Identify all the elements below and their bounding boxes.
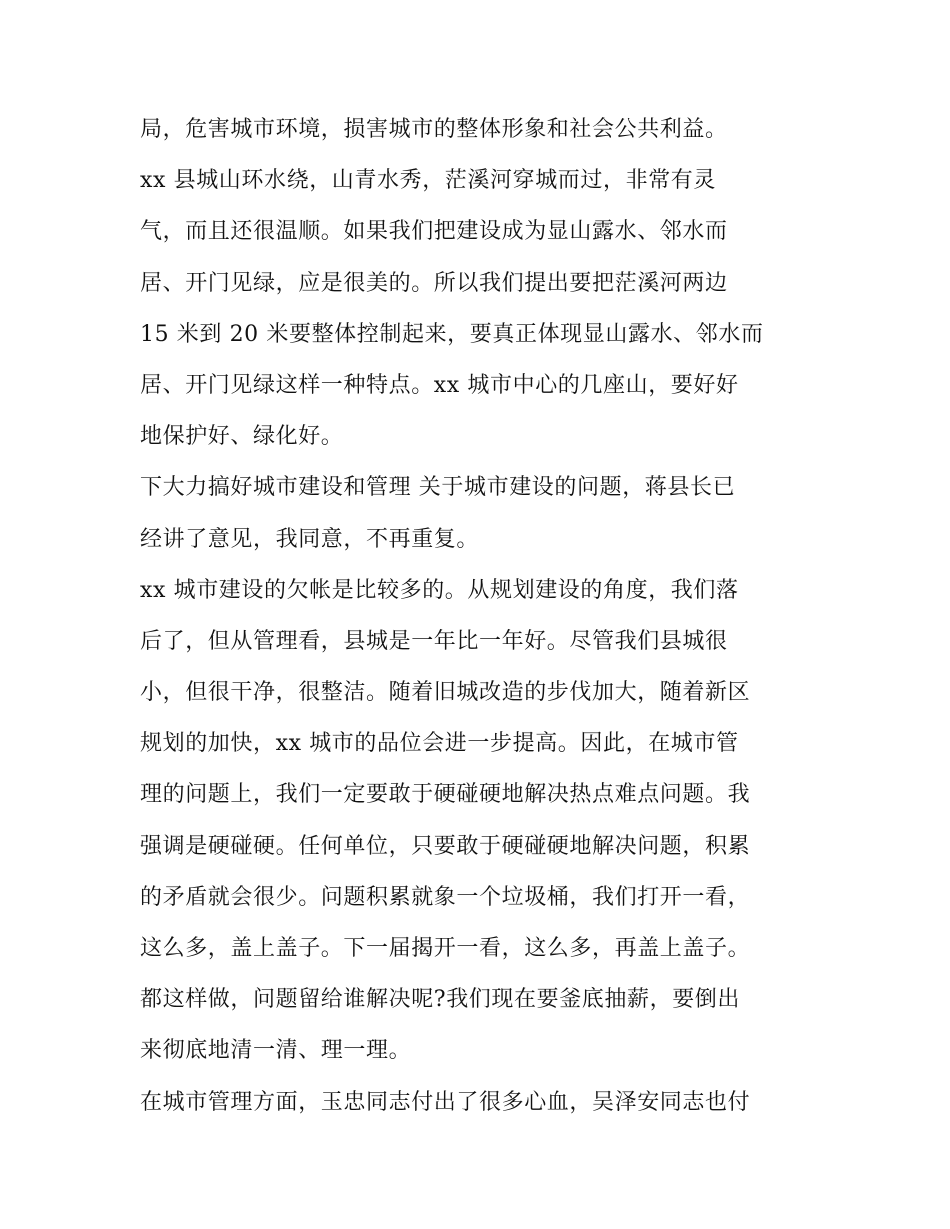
text-line: 地保护好、绿化好。 xyxy=(140,424,344,450)
text-line: xx 城市建设的欠帐是比较多的。从规划建设的角度，我们落 xyxy=(140,577,739,603)
text-line: 后了，但从管理看，县城是一年比一年好。尽管我们县城很 xyxy=(140,628,728,654)
text-line: 的矛盾就会很少。问题积累就象一个垃圾桶，我们打开一看， xyxy=(140,884,751,910)
text-line: 居、开门见绿，应是很美的。所以我们提出要把茫溪河两边 xyxy=(140,270,728,296)
text-line: 规划的加快，xx 城市的品位会进一步提高。因此，在城市管 xyxy=(140,731,739,757)
text-line: 在城市管理方面，玉忠同志付出了很多心血，吴泽安同志也付 xyxy=(140,1089,751,1115)
text-line: xx 县城山环水绕，山青水秀，茫溪河穿城而过，非常有灵 xyxy=(140,168,717,194)
text-line: 局，危害城市环境，损害城市的整体形象和社会公共利益。 xyxy=(140,117,728,142)
text-line: 下大力搞好城市建设和管理 关于城市建设的问题，蒋县长已 xyxy=(140,475,736,501)
text-line: 气，而且还很温顺。如果我们把建设成为显山露水、邻水而 xyxy=(140,219,728,245)
text-line: 强调是硬碰硬。任何单位，只要敢于硬碰硬地解决问题，积累 xyxy=(140,833,751,859)
text-line: 15 米到 20 米要整体控制起来，要真正体现显山露水、邻水而 xyxy=(140,321,764,347)
body-text xyxy=(140,104,830,1128)
text-line: 来彻底地清一清、理一理。 xyxy=(140,1038,412,1064)
text-line: 居、开门见绿这样一种特点。xx 城市中心的几座山，要好好 xyxy=(140,372,739,398)
text-line: 都这样做，问题留给谁解决呢?我们现在要釜底抽薪，要倒出 xyxy=(140,987,740,1013)
text-line: 这么多，盖上盖子。下一届揭开一看，这么多，再盖上盖子。 xyxy=(140,936,751,961)
text-line: 理的问题上，我们一定要敢于硬碰硬地解决热点难点问题。我 xyxy=(140,782,751,808)
text-line: 经讲了意见，我同意，不再重复。 xyxy=(140,526,480,552)
text-line: 小，但很干净，很整洁。随着旧城改造的步伐加大，随着新区 xyxy=(140,680,751,706)
